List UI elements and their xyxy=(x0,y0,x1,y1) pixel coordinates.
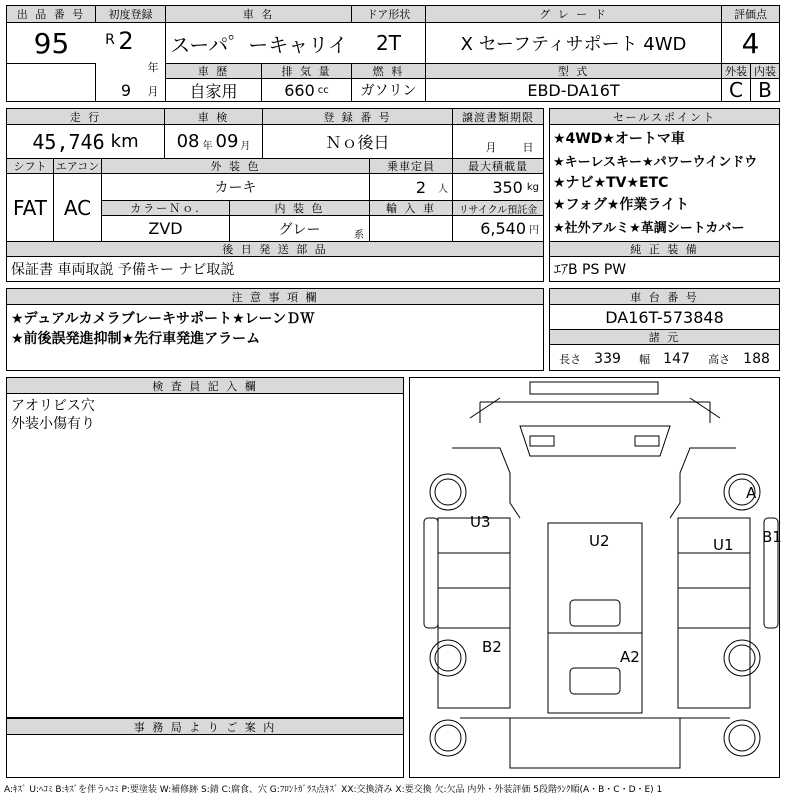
sales-point-item: ★社外アルミ★革調シートカバー xyxy=(553,220,745,236)
displacement-unit: cc xyxy=(317,84,329,96)
month-unit: 月 xyxy=(147,85,159,98)
inspector-line: 外装小傷有り xyxy=(11,416,95,432)
score-label: 評価点 xyxy=(722,6,779,23)
import-value xyxy=(370,216,453,241)
damage-mark-u2: U2 xyxy=(589,532,610,550)
sales-point-item: ★キーレスキー★パワーウインドウ xyxy=(553,154,758,170)
registration-number: Ｎｏ後日 xyxy=(263,125,453,158)
interior-grade-label: 内装 xyxy=(751,63,779,79)
recycle-deposit-cell xyxy=(453,216,543,241)
recycle-deposit: 6,540 xyxy=(480,219,526,238)
lot-blank-cell xyxy=(7,63,96,101)
exterior-grade-label: 外装 xyxy=(722,63,751,79)
recycle-deposit-unit: 円 xyxy=(529,225,539,236)
interior-color: グレー xyxy=(230,216,370,241)
inspection-label: 車 検 xyxy=(165,109,263,125)
lot-number: 95 xyxy=(33,26,70,60)
registration-month: 9 xyxy=(120,80,132,100)
width-label: 幅 xyxy=(639,353,651,366)
inspection-cell xyxy=(165,125,263,158)
exterior-grade: C xyxy=(722,79,751,101)
first-reg-divider xyxy=(96,6,166,101)
exterior-color: カーキ xyxy=(102,174,370,200)
interior-color-label: 内 装 色 xyxy=(230,200,370,216)
later-parts-label: 後 日 発 送 部 品 xyxy=(7,241,543,257)
aircon: AC xyxy=(54,174,102,241)
car-name: スーパ゜ーキャリイ xyxy=(170,32,348,57)
inspection-month-unit: 月 xyxy=(240,141,251,152)
damage-mark-a2: A2 xyxy=(620,648,640,666)
notes-line: ★前後誤発進抑制★先行車発進アラーム xyxy=(11,331,261,347)
max-load-unit: kg xyxy=(526,181,539,193)
displacement-label: 排 気 量 xyxy=(262,63,352,79)
interior-grade: B xyxy=(758,79,772,101)
vehicle-outline-diagram xyxy=(410,378,779,777)
fuel: ガソリン xyxy=(352,79,426,101)
office-label: 事 務 局 よ り ご 案 内 xyxy=(7,719,403,735)
damage-mark-u3: U3 xyxy=(470,513,491,531)
exterior-color-label: 外 装 色 xyxy=(102,158,370,174)
max-load-cell xyxy=(453,174,543,200)
mileage-cell xyxy=(7,125,165,158)
history-label: 車 歴 xyxy=(166,63,262,79)
door-type-label: ドア形状 xyxy=(352,6,426,23)
model-code: EBD-DA16T xyxy=(426,79,722,101)
aircon-label: エアコン xyxy=(54,158,102,174)
transfer-deadline-label: 譲渡書類期限 xyxy=(453,109,543,125)
inspector-line: アオリビス穴 xyxy=(11,398,95,414)
sales-point-item: ★フォグ★作業ライト xyxy=(553,197,689,213)
max-load: 350 xyxy=(492,177,523,197)
recycle-deposit-label: リサイクル預託金 xyxy=(453,200,543,216)
notes-line: ★デュアルカメラブレーキサポート★レーンＤＷ xyxy=(11,311,315,327)
legend: A:ｷｽﾞ U:ﾍｺﾐ B:ｷｽﾞを伴うﾍｺﾐ P:要塗装 W:補修跡 S:錆 C:腐食、穴 G:ﾌﾛﾝﾄｶﾞﾗｽ点ｷｽﾞ XX:交換済み X:要交換 欠:欠品 内外・外装評価 5段階ﾗﾝｸ順(A・B・C・D・E) 1 xyxy=(4,784,663,795)
damage-mark-b2: B2 xyxy=(482,638,502,656)
equipment: ｴｱB PS PW xyxy=(554,262,627,278)
inspection-year: 08 xyxy=(176,131,200,152)
inspection-year-unit: 年 xyxy=(202,141,213,152)
equipment-label: 純 正 装 備 xyxy=(550,241,779,257)
later-parts: 保証書 車両取説 予備キー ナビ取説 xyxy=(11,262,235,278)
car-name-label: 車 名 xyxy=(166,6,352,23)
mileage-label: 走 行 xyxy=(7,109,165,125)
damage-diagram xyxy=(409,377,780,778)
capacity-label: 乗車定員 xyxy=(370,158,453,174)
height-label: 高さ xyxy=(708,353,731,366)
damage-mark-u1: U1 xyxy=(713,536,734,554)
chassis-number: DA16T-573848 xyxy=(605,307,724,327)
import-label: 輸 入 車 xyxy=(370,200,453,216)
shift: FAT xyxy=(7,174,54,241)
mileage: 45,746 xyxy=(32,129,105,154)
shift-label: シフト xyxy=(7,158,54,174)
grade-label: グ レ ー ド xyxy=(426,6,722,23)
color-number-label: カラーＮｏ. xyxy=(102,200,230,216)
overall-score: 4 xyxy=(741,26,760,60)
mileage-unit: km xyxy=(110,131,139,152)
height: 188 xyxy=(743,351,770,367)
fuel-label: 燃 料 xyxy=(352,63,426,79)
damage-mark-a: A xyxy=(746,484,757,502)
length-label: 長さ xyxy=(559,353,582,366)
capacity-unit: 人 xyxy=(438,183,448,195)
displacement: 660 xyxy=(284,80,315,100)
sales-points-label: セールスポイント xyxy=(550,109,779,125)
capacity: 2 xyxy=(415,177,426,197)
damage-mark-b1: B1 xyxy=(762,528,782,546)
width: 147 xyxy=(663,351,690,367)
lot-number-label: 出 品 番 号 xyxy=(7,6,96,23)
registration-number-label: 登 録 番 号 xyxy=(263,109,453,125)
year-unit: 年 xyxy=(147,61,159,74)
sales-point-item: ★ナビ★TV★ETC xyxy=(553,175,669,191)
notes-label: 注 意 事 項 欄 xyxy=(7,289,543,305)
sales-point-item: ★4WD★オートマ車 xyxy=(553,131,685,147)
specs-row xyxy=(550,345,779,370)
history: 自家用 xyxy=(166,79,262,101)
first-registration-label: 初度登録 xyxy=(96,6,166,23)
door-type: 2T xyxy=(352,23,426,63)
capacity-cell xyxy=(370,174,453,200)
max-load-label: 最大積載量 xyxy=(453,158,543,174)
registration-year: 2 xyxy=(118,27,134,55)
era-letter: R xyxy=(105,32,115,48)
transfer-day: 日 xyxy=(522,141,534,154)
transfer-month: 月 xyxy=(485,141,497,154)
displacement-cell xyxy=(262,79,352,101)
grade: X セーフティサポート 4WD xyxy=(426,23,722,63)
inspection-month: 09 xyxy=(215,131,239,152)
color-number: ZVD xyxy=(102,216,230,241)
inspector-label: 検 査 員 記 入 欄 xyxy=(7,378,403,394)
model-label: 型 式 xyxy=(426,63,722,79)
chassis-number-label: 車 台 番 号 xyxy=(550,289,779,305)
interior-color-suffix: 系 xyxy=(354,229,364,240)
length: 339 xyxy=(594,351,621,367)
specs-label: 諸 元 xyxy=(550,329,779,345)
